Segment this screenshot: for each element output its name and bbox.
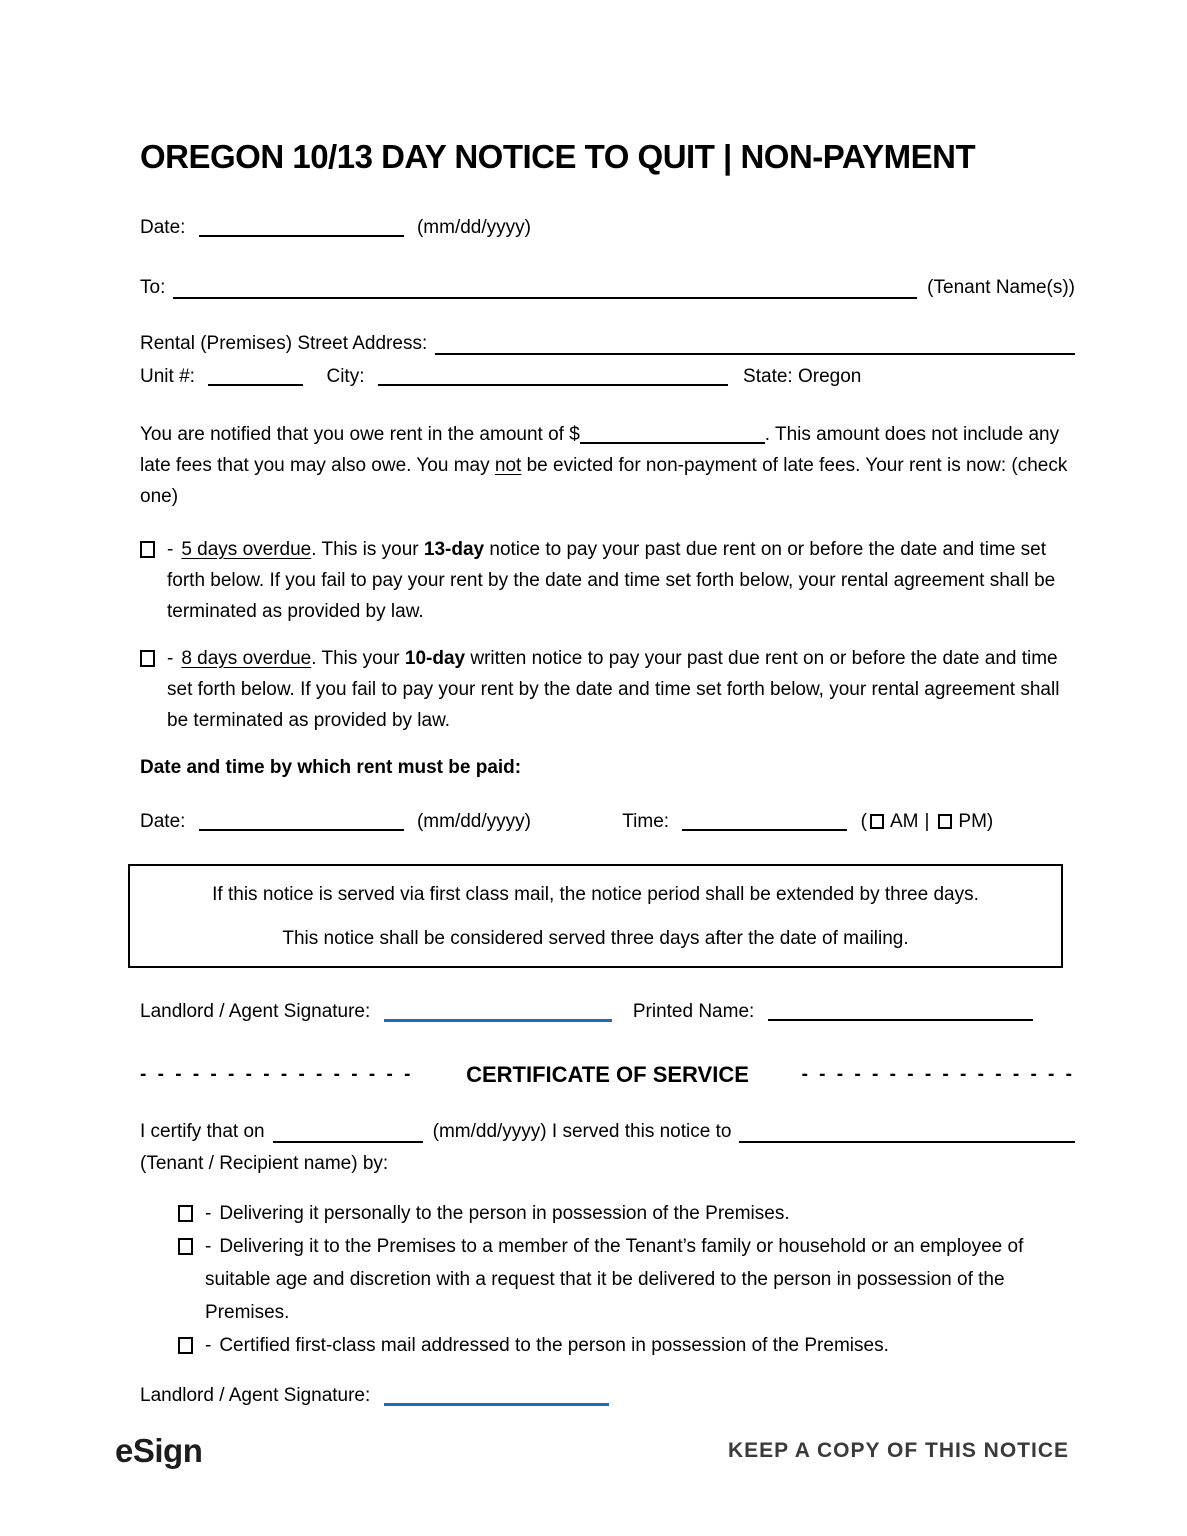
checkbox-pm[interactable] xyxy=(938,814,952,829)
rent-owed-not-underlined: not xyxy=(494,455,522,476)
printed-name-blank-line[interactable] xyxy=(768,1019,1033,1021)
time-blank-line[interactable] xyxy=(682,829,847,831)
to-label: To: xyxy=(140,277,166,298)
method-personal-text: Delivering it personally to the person in possession of the Premises. xyxy=(219,1203,790,1224)
service-method-text xyxy=(205,1230,1075,1329)
landlord-signature-row xyxy=(140,1000,1075,1024)
deadline-date-blank-line[interactable] xyxy=(199,829,404,831)
state-label: State: Oregon xyxy=(743,366,862,387)
method-certified-mail-text: Certified first-class mail addressed to the person in possession of the Premises. xyxy=(219,1335,889,1356)
close-paren: ) xyxy=(986,811,994,832)
deadline-date-time-row xyxy=(140,810,1075,834)
option-dash: - xyxy=(167,648,174,669)
certify-row xyxy=(140,1120,1075,1144)
method-dash: - xyxy=(205,1236,212,1257)
mail-notice-line-2: This notice shall be considered served three days after the date of mailing. xyxy=(282,928,909,949)
option-5-days-mid: . This is your xyxy=(311,539,424,560)
rent-owed-text-2: . This amount does not include any late fees that you may also owe. You may xyxy=(140,424,1060,476)
option-10-day-bold: 10-day xyxy=(404,648,466,669)
method-household-text: Delivering it to the Premises to a member of the Tenant’s family or household or an employee of suitable age and discretion with a request that it be delivered to the person in possession of the Premises. xyxy=(205,1236,1024,1323)
address-label: Rental (Premises) Street Address: xyxy=(140,333,428,354)
date-blank-line[interactable] xyxy=(199,235,404,237)
checkbox-am[interactable] xyxy=(870,814,884,829)
option-5-days-text xyxy=(167,534,1075,627)
heading-dashes-left: - - - - - - - - - - - - - - - - xyxy=(140,1064,414,1085)
keep-copy-note: KEEP A COPY OF THIS NOTICE xyxy=(727,1439,1069,1462)
rent-owed-text-1: You are notified that you owe rent in the amount of $ xyxy=(140,424,580,445)
landlord-signature-label: Landlord / Agent Signature: xyxy=(140,1001,371,1022)
option-dash: - xyxy=(167,539,174,560)
option-8-days-underlined: 8 days overdue xyxy=(181,648,312,669)
service-method-list xyxy=(178,1197,1075,1362)
page-title: OREGON 10/13 DAY NOTICE TO QUIT | NON-PAYMENT xyxy=(140,138,976,175)
open-paren: ( xyxy=(860,811,867,832)
date-label: Date: xyxy=(140,217,186,238)
am-label: AM xyxy=(889,811,919,832)
date-format-hint: (mm/dd/yyyy) xyxy=(416,217,531,238)
time-label: Time: xyxy=(622,811,670,832)
option-5-days-overdue xyxy=(140,534,1075,627)
checkbox-personal-delivery[interactable] xyxy=(178,1205,193,1222)
service-method-certified-mail xyxy=(178,1329,1075,1362)
am-pm-separator: | xyxy=(924,811,930,832)
tenant-name-hint: (Tenant Name(s)) xyxy=(927,277,1075,298)
method-dash: - xyxy=(205,1203,212,1224)
esign-logo: eSign xyxy=(115,1432,203,1469)
unit-blank-line[interactable] xyxy=(208,384,303,386)
service-method-text xyxy=(205,1197,790,1230)
heading-dashes-right: - - - - - - - - - - - - - - - - xyxy=(801,1064,1075,1085)
service-method-personal xyxy=(178,1197,1075,1230)
certify-date-blank-line[interactable] xyxy=(273,1141,423,1143)
pm-label: PM xyxy=(958,811,987,832)
certificate-heading-title: CERTIFICATE OF SERVICE xyxy=(466,1062,749,1087)
to-row xyxy=(140,276,1075,300)
option-13-day-bold: 13-day xyxy=(423,539,485,560)
certify-text-1: I certify that on xyxy=(140,1121,265,1142)
deadline-heading: Date and time by which rent must be paid: xyxy=(140,757,522,778)
rent-owed-text-3: be evicted for non-payment of late fees. Your rent is now: (check one) xyxy=(140,455,1068,507)
checkbox-8-days-overdue[interactable] xyxy=(140,650,155,667)
landlord-signature-blank-line[interactable] xyxy=(384,1019,612,1022)
certify-recipient-hint: (Tenant / Recipient name) by: xyxy=(140,1153,389,1174)
unit-label: Unit #: xyxy=(140,366,195,387)
address-blank-line[interactable] xyxy=(435,353,1075,355)
certify-text-2: (mm/dd/yyyy) I served this notice to xyxy=(432,1121,732,1142)
date-row xyxy=(140,216,1075,240)
mail-service-notice-box xyxy=(128,864,1063,968)
final-signature-label: Landlord / Agent Signature: xyxy=(140,1385,371,1406)
service-method-household xyxy=(178,1230,1075,1329)
option-8-days-text xyxy=(167,643,1075,736)
checkbox-household-delivery[interactable] xyxy=(178,1238,193,1255)
printed-name-label: Printed Name: xyxy=(632,1001,755,1022)
city-label: City: xyxy=(326,366,365,387)
final-signature-row xyxy=(140,1384,1075,1408)
deadline-date-label: Date: xyxy=(140,811,186,832)
footer xyxy=(115,1432,1069,1470)
option-8-days-rest: written notice to pay your past due rent on or before the date and time set forth below. If you fail to pay your rent by the date and time set forth below, your rental agreement shall be terminated as provided by law. xyxy=(167,648,1060,731)
method-dash: - xyxy=(205,1335,212,1356)
certify-tenant-blank-line[interactable] xyxy=(739,1141,1075,1143)
deadline-date-format-hint: (mm/dd/yyyy) xyxy=(416,811,531,832)
option-8-days-mid: . This your xyxy=(311,648,405,669)
checkbox-certified-mail[interactable] xyxy=(178,1337,193,1354)
address-row xyxy=(140,332,1075,356)
rent-amount-blank-line[interactable] xyxy=(580,442,765,444)
final-signature-blank-line[interactable] xyxy=(384,1403,609,1406)
city-blank-line[interactable] xyxy=(378,384,728,386)
certificate-of-service-heading xyxy=(140,1062,1075,1088)
service-method-text xyxy=(205,1329,889,1362)
rent-owed-paragraph xyxy=(140,419,1075,512)
option-5-days-underlined: 5 days overdue xyxy=(181,539,312,560)
unit-city-state-row xyxy=(140,365,1075,389)
tenant-name-blank-line[interactable] xyxy=(173,297,917,299)
am-pm-group xyxy=(861,811,994,832)
checkbox-5-days-overdue[interactable] xyxy=(140,541,155,558)
time-group xyxy=(622,811,993,832)
option-5-days-rest: notice to pay your past due rent on or before the date and time set forth below. If you fail to pay your rent by the date and time set forth below, your rental agreement shall be terminated as provided by law. xyxy=(167,539,1056,622)
option-8-days-overdue xyxy=(140,643,1075,736)
mail-notice-line-1: If this notice is served via first class mail, the notice period shall be extended by three days. xyxy=(212,884,979,905)
